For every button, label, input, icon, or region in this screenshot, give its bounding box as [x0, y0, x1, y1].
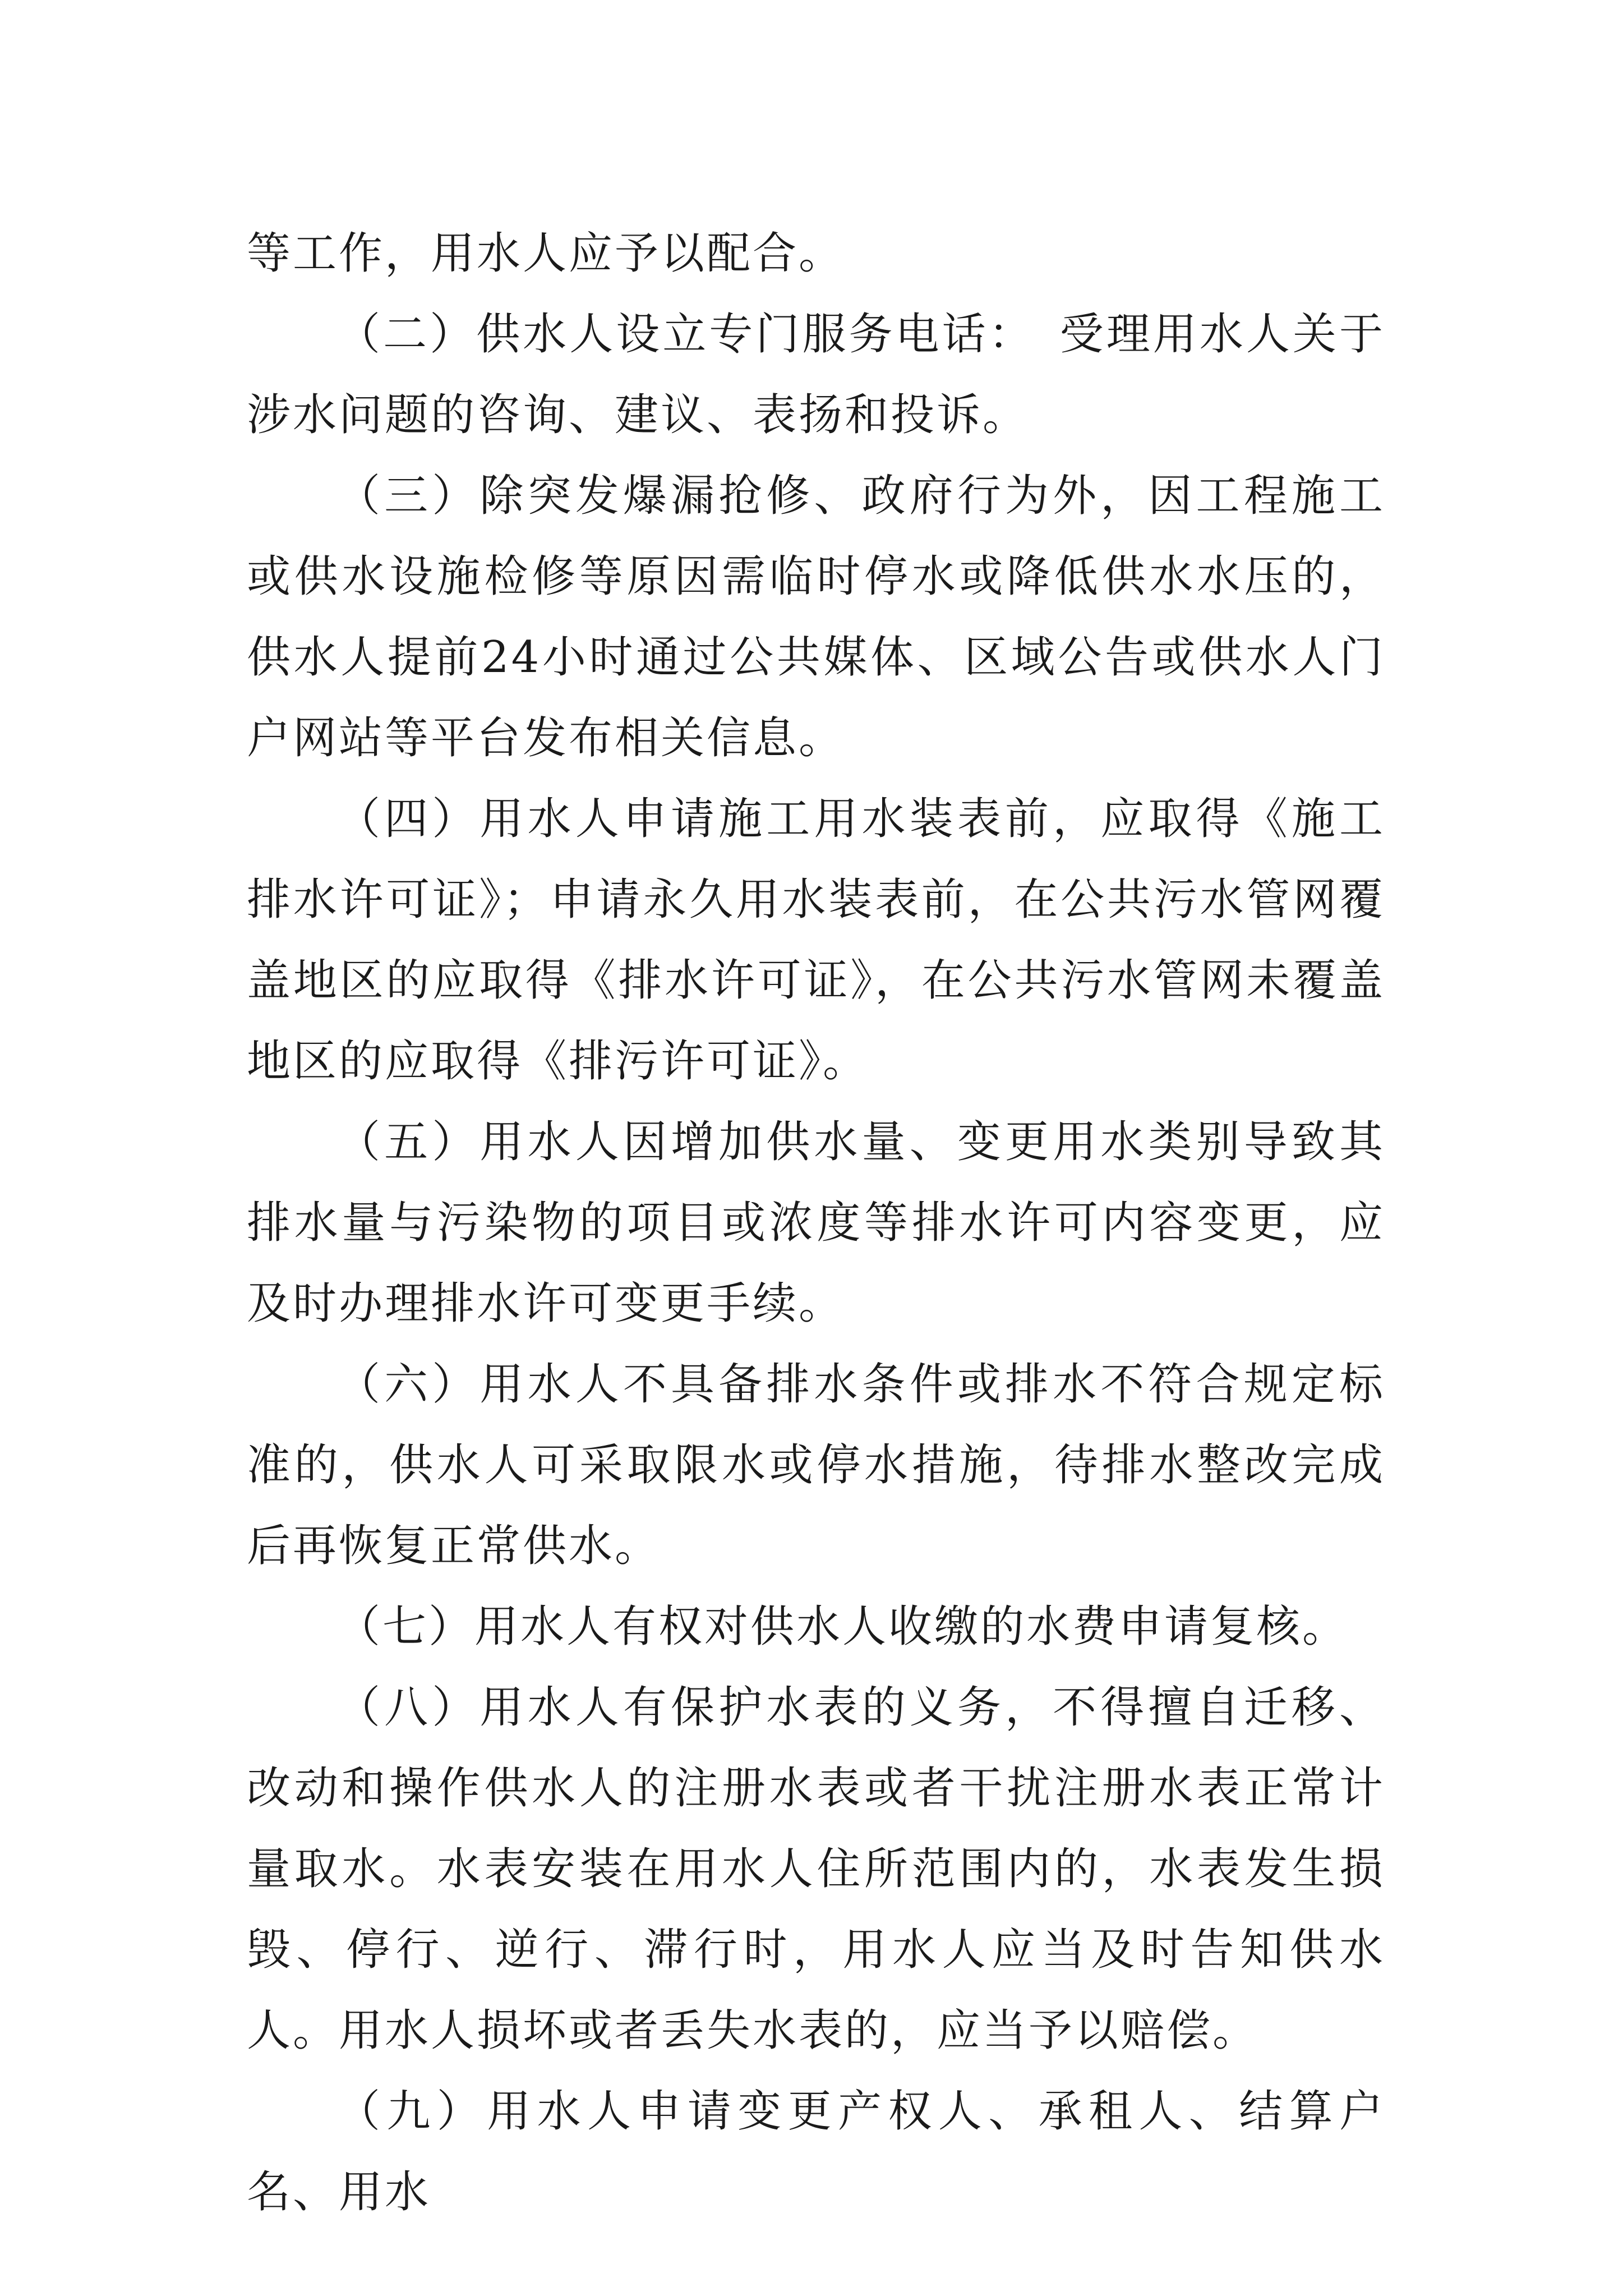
paragraph-item-8: （八）用水人有保护水表的义务，不得擅自迁移、改动和操作供水人的注册水表或者干扰注册水表正常计量取水。水表安装在用水人住所范围内的，水表发生损毁、停行、逆行、滞行时，用水人应当及时告知供水人。用水人损坏或者丢失水表的，应当予以赔偿。	[247, 1682, 1385, 2056]
paragraph-item-4: （四）用水人申请施工用水装表前，应取得《施工排水许可证》；申请永久用水装表前，在公共污水管网覆盖地区的应取得《排水许可证》，在公共污水管网未覆盖地区的应取得《排污许可证》。	[247, 794, 1385, 1087]
paragraph-item-2: （二）供水人设立专门服务电话： 受理用水人关于涉水问题的咨询、建议、表扬和投诉。	[247, 309, 1385, 440]
paragraph-continuation: 等工作，用水人应予以配合。	[247, 228, 845, 279]
paragraph-item-9: （九）用水人申请变更产权人、承租人、结算户名、用水	[247, 2086, 1385, 2217]
paragraph-item-3: （三）除突发爆漏抢修、政府行为外，因工程施工或供水设施检修等原因需临时停水或降低供水水压的，供水人提前24小时通过公共媒体、区域公告或供水人门户网站等平台发布相关信息。	[247, 471, 1385, 763]
document-body	[247, 213, 1385, 2233]
paragraph-item-5: （五）用水人因增加供水量、变更用水类别导致其排水量与污染物的项目或浓度等排水许可内容变更，应及时办理排水许可变更手续。	[247, 1117, 1385, 1329]
paragraph-item-7: （七）用水人有权对供水人收缴的水费申请复核。	[336, 1602, 1349, 1652]
paragraph-item-6: （六）用水人不具备排水条件或排水不符合规定标准的，供水人可采取限水或停水措施，待排水整改完成后再恢复正常供水。	[247, 1359, 1385, 1571]
